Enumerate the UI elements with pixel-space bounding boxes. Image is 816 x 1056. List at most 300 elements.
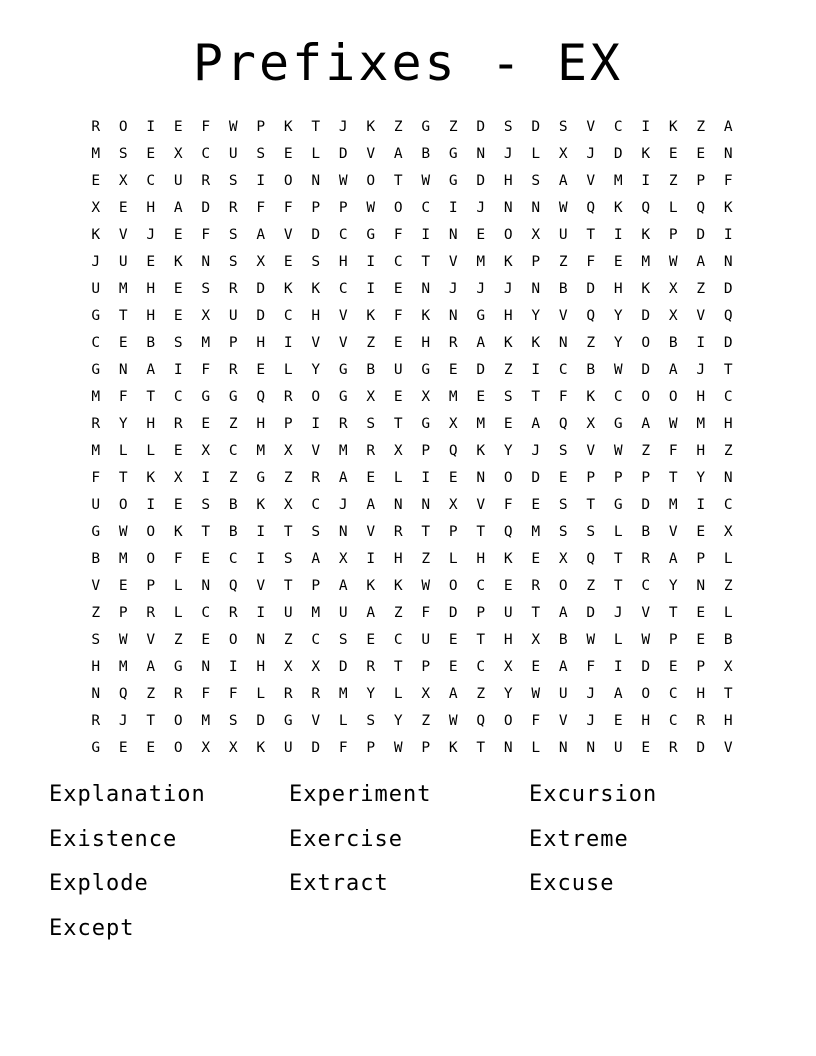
grid-letter: P [421, 443, 431, 459]
grid-letter: D [201, 200, 211, 216]
grid-letter: X [421, 389, 431, 405]
grid-letter: H [696, 686, 706, 702]
grid-letter: Y [613, 308, 623, 324]
grid-letter: M [448, 389, 458, 405]
grid-row [82, 411, 732, 438]
grid-letter: N [723, 470, 733, 486]
grid-letter: I [283, 335, 293, 351]
grid-letter: L [118, 443, 128, 459]
grid-letter: O [366, 173, 376, 189]
grid-letter: U [613, 740, 623, 756]
grid-letter: W [613, 362, 623, 378]
grid-letter: A [146, 362, 156, 378]
grid-letter: T [393, 659, 403, 675]
grid-letter: O [173, 713, 183, 729]
grid-letter: K [366, 308, 376, 324]
grid-letter: A [531, 416, 541, 432]
grid-letter: N [558, 335, 568, 351]
grid-letter: B [228, 497, 238, 513]
grid-letter: X [531, 632, 541, 648]
grid-letter: D [476, 362, 486, 378]
grid-letter: A [366, 497, 376, 513]
grid-letter: E [668, 659, 678, 675]
grid-letter: N [503, 740, 513, 756]
grid-letter: G [91, 524, 101, 540]
grid-letter: X [393, 443, 403, 459]
grid-letter: G [613, 497, 623, 513]
grid-letter: T [476, 740, 486, 756]
grid-letter: N [586, 740, 596, 756]
grid-letter: D [311, 740, 321, 756]
page-title: Prefixes - EX [192, 34, 624, 92]
grid-letter: C [668, 686, 678, 702]
grid-letter: S [256, 146, 266, 162]
grid-letter: S [118, 146, 128, 162]
grid-letter: K [613, 200, 623, 216]
grid-letter: I [448, 200, 458, 216]
grid-letter: U [421, 632, 431, 648]
grid-letter: F [393, 227, 403, 243]
grid-letter: T [531, 389, 541, 405]
grid-letter: Y [393, 713, 403, 729]
grid-letter: K [256, 497, 266, 513]
grid-letter: M [91, 443, 101, 459]
grid-letter: Q [118, 686, 128, 702]
grid-letter: M [668, 497, 678, 513]
grid-letter: H [256, 335, 266, 351]
grid-letter: K [448, 740, 458, 756]
grid-letter: Q [503, 524, 513, 540]
grid-letter: Y [311, 362, 321, 378]
grid-letter: C [613, 389, 623, 405]
grid-letter: G [448, 146, 458, 162]
grid-letter: A [448, 686, 458, 702]
grid-row [82, 276, 732, 303]
grid-letter: K [283, 281, 293, 297]
grid-letter: Z [146, 686, 156, 702]
grid-letter: G [421, 119, 431, 135]
grid-letter: C [91, 335, 101, 351]
grid-letter: I [366, 254, 376, 270]
grid-letter: C [283, 308, 293, 324]
grid-letter: D [256, 308, 266, 324]
grid-letter: N [393, 497, 403, 513]
grid-letter: P [311, 578, 321, 594]
grid-letter: A [393, 146, 403, 162]
grid-letter: C [201, 146, 211, 162]
grid-letter: N [421, 497, 431, 513]
grid-letter: P [256, 119, 266, 135]
grid-letter: X [558, 146, 568, 162]
grid-letter: O [503, 470, 513, 486]
grid-letter: X [256, 254, 266, 270]
grid-letter: E [393, 389, 403, 405]
grid-letter: H [393, 551, 403, 567]
grid-letter: Z [668, 173, 678, 189]
grid-letter: R [393, 524, 403, 540]
grid-letter: K [421, 308, 431, 324]
grid-letter: O [558, 578, 568, 594]
grid-letter: Y [668, 578, 678, 594]
grid-letter: I [723, 227, 733, 243]
grid-letter: I [613, 659, 623, 675]
grid-letter: F [586, 659, 596, 675]
grid-letter: M [476, 416, 486, 432]
grid-letter: M [91, 146, 101, 162]
grid-letter: V [366, 146, 376, 162]
grid-row [82, 114, 732, 141]
grid-letter: X [173, 146, 183, 162]
grid-letter: O [311, 389, 321, 405]
grid-letter: V [558, 308, 568, 324]
grid-letter: P [586, 470, 596, 486]
grid-letter: Q [256, 389, 266, 405]
grid-letter: E [613, 254, 623, 270]
grid-letter: A [146, 659, 156, 675]
grid-letter: P [613, 470, 623, 486]
grid-letter: B [641, 524, 651, 540]
grid-letter: H [696, 443, 706, 459]
grid-letter: M [91, 389, 101, 405]
grid-letter: T [393, 173, 403, 189]
grid-letter: A [723, 119, 733, 135]
grid-letter: I [311, 416, 321, 432]
grid-letter: X [723, 659, 733, 675]
grid-letter: F [201, 686, 211, 702]
grid-letter: H [723, 416, 733, 432]
grid-letter: I [256, 524, 266, 540]
grid-letter: E [173, 497, 183, 513]
grid-letter: V [91, 578, 101, 594]
grid-letter: T [531, 605, 541, 621]
grid-letter: W [558, 200, 568, 216]
grid-letter: Y [613, 335, 623, 351]
grid-letter: I [421, 227, 431, 243]
grid-letter: T [613, 551, 623, 567]
grid-letter: T [283, 524, 293, 540]
grid-letter: P [668, 227, 678, 243]
grid-letter: A [613, 686, 623, 702]
grid-letter: P [668, 632, 678, 648]
grid-letter: P [448, 524, 458, 540]
grid-letter: G [613, 416, 623, 432]
grid-letter: V [311, 713, 321, 729]
grid-letter: L [531, 740, 541, 756]
grid-letter: I [201, 470, 211, 486]
grid-letter: A [558, 173, 568, 189]
grid-letter: K [641, 281, 651, 297]
grid-letter: D [256, 281, 266, 297]
grid-letter: K [641, 227, 651, 243]
grid-letter: D [641, 497, 651, 513]
grid-row [82, 465, 732, 492]
grid-letter: K [173, 524, 183, 540]
grid-letter: N [201, 254, 211, 270]
grid-letter: H [338, 254, 348, 270]
grid-letter: K [641, 146, 651, 162]
grid-letter: U [228, 146, 238, 162]
grid-letter: F [201, 362, 211, 378]
grid-letter: S [311, 524, 321, 540]
grid-letter: A [668, 362, 678, 378]
grid-letter: I [256, 551, 266, 567]
grid-letter: X [421, 686, 431, 702]
grid-letter: D [476, 173, 486, 189]
grid-letter: R [338, 416, 348, 432]
word-bank-item: Excursion [529, 782, 658, 807]
grid-letter: M [641, 254, 651, 270]
grid-letter: A [366, 605, 376, 621]
grid-letter: E [448, 659, 458, 675]
grid-letter: Z [366, 335, 376, 351]
grid-letter: F [228, 686, 238, 702]
grid-letter: E [146, 254, 156, 270]
grid-letter: Z [723, 443, 733, 459]
grid-letter: G [91, 740, 101, 756]
grid-letter: F [201, 227, 211, 243]
grid-row [82, 600, 732, 627]
grid-letter: O [503, 227, 513, 243]
grid-row [82, 330, 732, 357]
grid-letter: F [201, 119, 211, 135]
grid-letter: E [696, 146, 706, 162]
grid-letter: B [668, 335, 678, 351]
grid-letter: G [91, 308, 101, 324]
grid-letter: R [311, 686, 321, 702]
grid-letter: W [118, 524, 128, 540]
grid-letter: N [558, 740, 568, 756]
grid-letter: C [311, 632, 321, 648]
grid-letter: Q [586, 200, 596, 216]
grid-letter: E [283, 146, 293, 162]
grid-letter: Z [421, 551, 431, 567]
grid-letter: W [641, 632, 651, 648]
grid-letter: U [283, 605, 293, 621]
grid-letter: E [146, 740, 156, 756]
grid-letter: Z [448, 119, 458, 135]
grid-letter: H [311, 308, 321, 324]
grid-letter: R [228, 200, 238, 216]
grid-letter: J [586, 686, 596, 702]
grid-letter: K [531, 335, 541, 351]
grid-letter: K [503, 335, 513, 351]
grid-letter: D [311, 227, 321, 243]
grid-letter: B [366, 362, 376, 378]
grid-letter: G [366, 227, 376, 243]
grid-letter: M [476, 254, 486, 270]
grid-letter: I [366, 281, 376, 297]
grid-letter: K [366, 119, 376, 135]
grid-letter: X [448, 497, 458, 513]
grid-letter: K [366, 578, 376, 594]
grid-letter: O [173, 740, 183, 756]
grid-row [82, 357, 732, 384]
grid-letter: O [641, 389, 651, 405]
grid-letter: V [586, 443, 596, 459]
grid-letter: J [338, 119, 348, 135]
grid-letter: A [641, 416, 651, 432]
grid-letter: N [476, 470, 486, 486]
grid-letter: P [338, 200, 348, 216]
grid-letter: X [668, 308, 678, 324]
grid-letter: E [201, 416, 211, 432]
grid-letter: S [173, 335, 183, 351]
grid-letter: V [256, 578, 266, 594]
grid-letter: D [696, 227, 706, 243]
grid-letter: O [146, 524, 156, 540]
grid-letter: Q [586, 308, 596, 324]
grid-letter: E [201, 551, 211, 567]
grid-letter: K [283, 119, 293, 135]
grid-letter: X [503, 659, 513, 675]
grid-letter: H [146, 416, 156, 432]
grid-letter: W [531, 686, 541, 702]
grid-letter: V [448, 254, 458, 270]
grid-letter: M [338, 686, 348, 702]
grid-letter: Q [558, 416, 568, 432]
grid-letter: F [503, 497, 513, 513]
grid-letter: Z [393, 119, 403, 135]
grid-letter: C [228, 551, 238, 567]
grid-letter: V [338, 335, 348, 351]
grid-letter: T [723, 686, 733, 702]
grid-letter: R [283, 686, 293, 702]
grid-letter: R [91, 119, 101, 135]
grid-letter: F [586, 254, 596, 270]
grid-letter: R [173, 416, 183, 432]
word-bank-item: Explanation [49, 782, 206, 807]
grid-letter: O [503, 713, 513, 729]
grid-letter: O [668, 389, 678, 405]
grid-letter: S [338, 632, 348, 648]
grid-letter: E [256, 362, 266, 378]
grid-letter: L [173, 605, 183, 621]
grid-letter: C [311, 497, 321, 513]
grid-letter: Y [531, 308, 541, 324]
grid-letter: Y [118, 416, 128, 432]
grid-letter: L [393, 470, 403, 486]
grid-row [82, 249, 732, 276]
grid-letter: P [696, 551, 706, 567]
grid-row [82, 546, 732, 573]
grid-letter: H [256, 659, 266, 675]
grid-letter: N [448, 308, 458, 324]
grid-letter: K [91, 227, 101, 243]
grid-letter: J [613, 605, 623, 621]
grid-letter: G [256, 470, 266, 486]
grid-row [82, 519, 732, 546]
grid-letter: N [531, 281, 541, 297]
grid-letter: D [641, 362, 651, 378]
grid-letter: Q [641, 200, 651, 216]
grid-letter: W [448, 713, 458, 729]
grid-letter: H [146, 281, 156, 297]
grid-letter: X [283, 659, 293, 675]
grid-letter: E [173, 443, 183, 459]
grid-letter: X [283, 497, 293, 513]
grid-letter: V [586, 173, 596, 189]
word-bank-item: Exercise [289, 826, 403, 852]
grid-letter: H [146, 308, 156, 324]
grid-letter: M [118, 659, 128, 675]
word-bank-item: Experiment [289, 782, 432, 807]
grid-letter: W [393, 740, 403, 756]
grid-letter: E [531, 497, 541, 513]
grid-letter: Z [476, 686, 486, 702]
grid-letter: N [448, 227, 458, 243]
grid-letter: O [448, 578, 458, 594]
grid-letter: T [201, 524, 211, 540]
grid-letter: F [668, 443, 678, 459]
grid-letter: E [173, 308, 183, 324]
grid-letter: Q [476, 713, 486, 729]
grid-letter: W [118, 632, 128, 648]
grid-letter: Q [723, 308, 733, 324]
grid-letter: N [531, 200, 541, 216]
grid-row [82, 222, 732, 249]
grid-letter: B [723, 632, 733, 648]
grid-letter: P [146, 578, 156, 594]
grid-letter: R [146, 605, 156, 621]
grid-letter: N [311, 173, 321, 189]
grid-letter: Q [448, 443, 458, 459]
grid-letter: U [338, 605, 348, 621]
grid-letter: I [531, 362, 541, 378]
grid-row [82, 303, 732, 330]
grid-letter: L [531, 146, 541, 162]
grid-letter: O [393, 200, 403, 216]
grid-letter: E [696, 524, 706, 540]
grid-letter: M [696, 416, 706, 432]
grid-letter: K [476, 443, 486, 459]
grid-letter: C [146, 173, 156, 189]
grid-letter: W [668, 254, 678, 270]
grid-letter: S [201, 281, 211, 297]
grid-letter: I [641, 119, 651, 135]
grid-letter: F [118, 389, 128, 405]
grid-letter: U [558, 227, 568, 243]
grid-letter: O [641, 686, 651, 702]
grid-letter: A [558, 659, 568, 675]
grid-letter: L [256, 686, 266, 702]
grid-letter: F [338, 740, 348, 756]
grid-letter: F [393, 308, 403, 324]
grid-letter: A [338, 470, 348, 486]
grid-letter: R [173, 686, 183, 702]
grid-letter: X [448, 416, 458, 432]
grid-letter: F [256, 200, 266, 216]
grid-letter: J [146, 227, 156, 243]
grid-letter: H [146, 200, 156, 216]
grid-letter: Z [421, 713, 431, 729]
grid-letter: H [641, 713, 651, 729]
grid-letter: W [613, 443, 623, 459]
grid-letter: S [366, 713, 376, 729]
grid-letter: L [668, 200, 678, 216]
grid-letter: W [366, 200, 376, 216]
grid-letter: J [586, 713, 596, 729]
grid-letter: E [448, 632, 458, 648]
grid-letter: D [696, 740, 706, 756]
grid-letter: J [531, 443, 541, 459]
grid-letter: J [448, 281, 458, 297]
grid-letter: S [558, 524, 568, 540]
grid-letter: N [476, 146, 486, 162]
grid-letter: F [91, 470, 101, 486]
grid-letter: Z [696, 119, 706, 135]
grid-letter: O [641, 335, 651, 351]
grid-letter: E [201, 632, 211, 648]
